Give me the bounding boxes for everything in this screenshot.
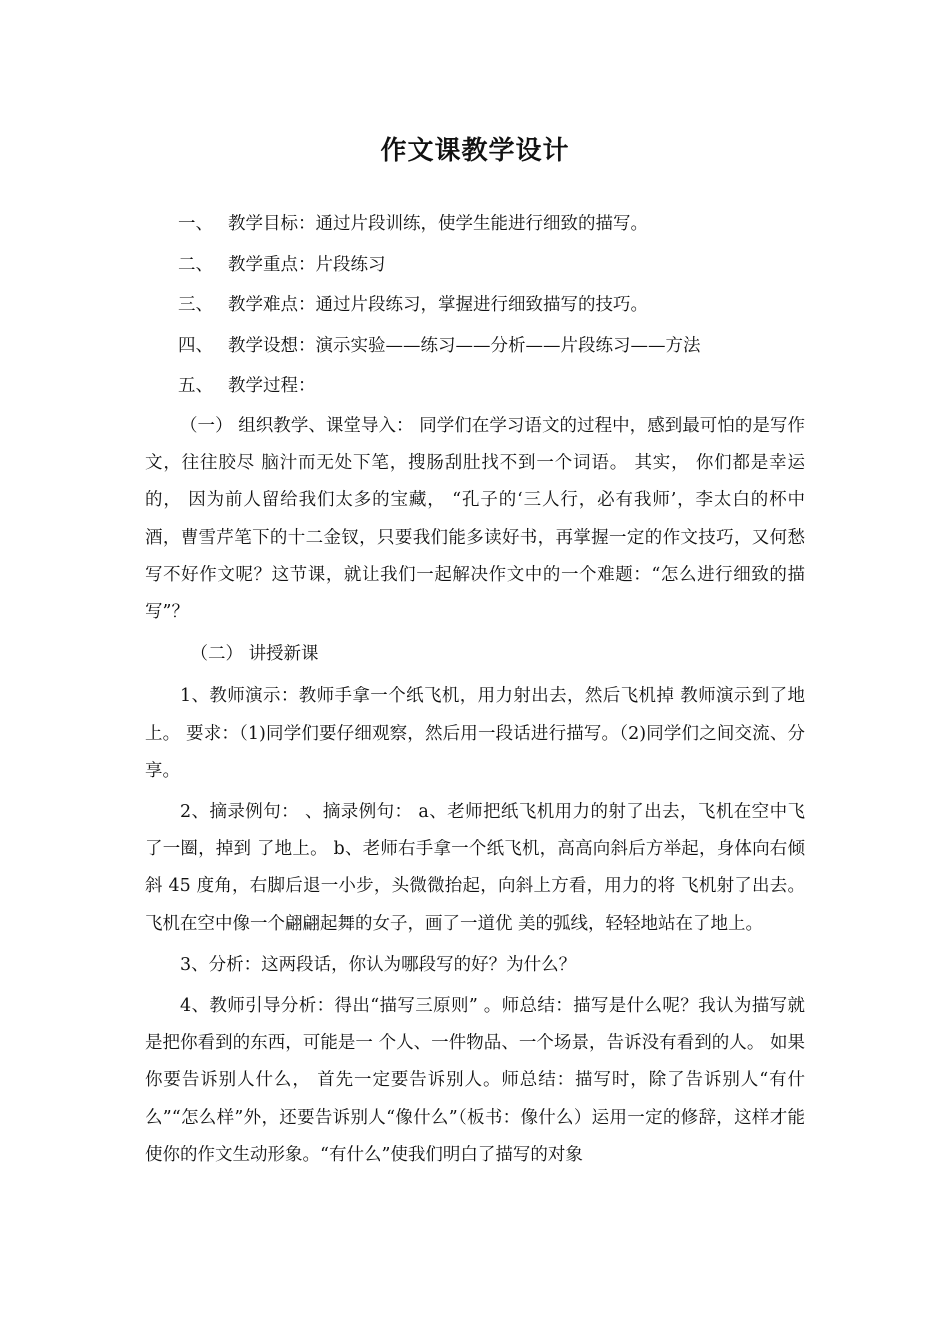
outline-number: 五、 <box>178 376 213 396</box>
outline-text: 教学难点：通过片段练习，掌握进行细致描写的技巧。 <box>228 295 648 315</box>
outline-item <box>178 249 701 290</box>
paragraph-guided-analysis: 4、教师引导分析：得出“描写三原则” 。师总结：描写是什么呢？我认为描写就是把你看到的东西，可能是一 个人、一件物品、一个场景，告诉没有看到的人。 如果你要告诉别人什么， 首先一定要告诉别人。师总结：描写时，除了告诉别人“有什么”“怎么样”外，还要告诉别人“像什么”（板书：像什么）运用一定的修辞，这样才能使你的作文生动形象。“有什么”使我们明白了描写的对象 <box>145 996 805 1165</box>
section-heading-new-lesson: （二） 讲授新课 <box>190 644 319 665</box>
outline-text: 教学过程： <box>228 376 316 396</box>
outline-item <box>178 208 701 249</box>
paragraph-intro: （一） 组织教学、课堂导入： 同学们在学习语文的过程中，感到最可怕的是写作文，往往胶尽 脑汁而无处下笔，搜肠刮肚找不到一个词语。 其实， 你们都是幸运的， 因为前人留给我们太多的宝藏， “孔子的‘三人行，必有我师’，李太白的杯中酒，曹雪芹笔下的十二金钗，只要我们能多读好书，再掌握一定的作文技巧，又何愁写不好作文呢？这节课，就让我们一起解决作文中的一个难题：“怎么进行细致的描写”？ <box>145 416 805 623</box>
outline-list <box>178 208 701 411</box>
paragraph-analysis: 3、分析：这两段话，你认为哪段写的好？为什么？ <box>180 954 577 975</box>
outline-number: 三、 <box>178 295 213 315</box>
outline-item <box>178 330 701 371</box>
document-title: 作文课教学设计 <box>380 136 570 166</box>
outline-item <box>178 370 701 411</box>
body-text <box>145 408 805 1174</box>
outline-text: 教学设想：演示实验——练习——分析——片段练习——方法 <box>228 335 701 356</box>
paragraph-demo: 1、教师演示：教师手拿一个纸飞机，用力射出去，然后飞机掉 教师演示到了地上。 要求：（1)同学们要仔细观察，然后用一段话进行描写。（2)同学们之间交流、分享。 <box>145 686 805 781</box>
paragraph-examples: 2、摘录例句： 、摘录例句： a、老师把纸飞机用力的射了出去，飞机在空中飞了一圈，掉到 了地上。 b、老师右手拿一个纸飞机，高高向斜后方举起，身体向右倾斜 45 度角，右脚后退一小步，头微微抬起，向斜上方看，用力的将 飞机射了出去。飞机在空中像一个翩翩起舞的女子，画了一道优 美的弧线，轻轻地站在了地上。 <box>145 802 805 934</box>
outline-number: 二、 <box>178 254 213 275</box>
outline-number: 四、 <box>178 335 213 356</box>
outline-item <box>178 289 701 330</box>
outline-number: 一、 <box>178 214 213 234</box>
outline-text: 教学目标：通过片段训练，使学生能进行细致的描写。 <box>228 214 648 234</box>
outline-text: 教学重点：片段练习 <box>228 254 386 275</box>
